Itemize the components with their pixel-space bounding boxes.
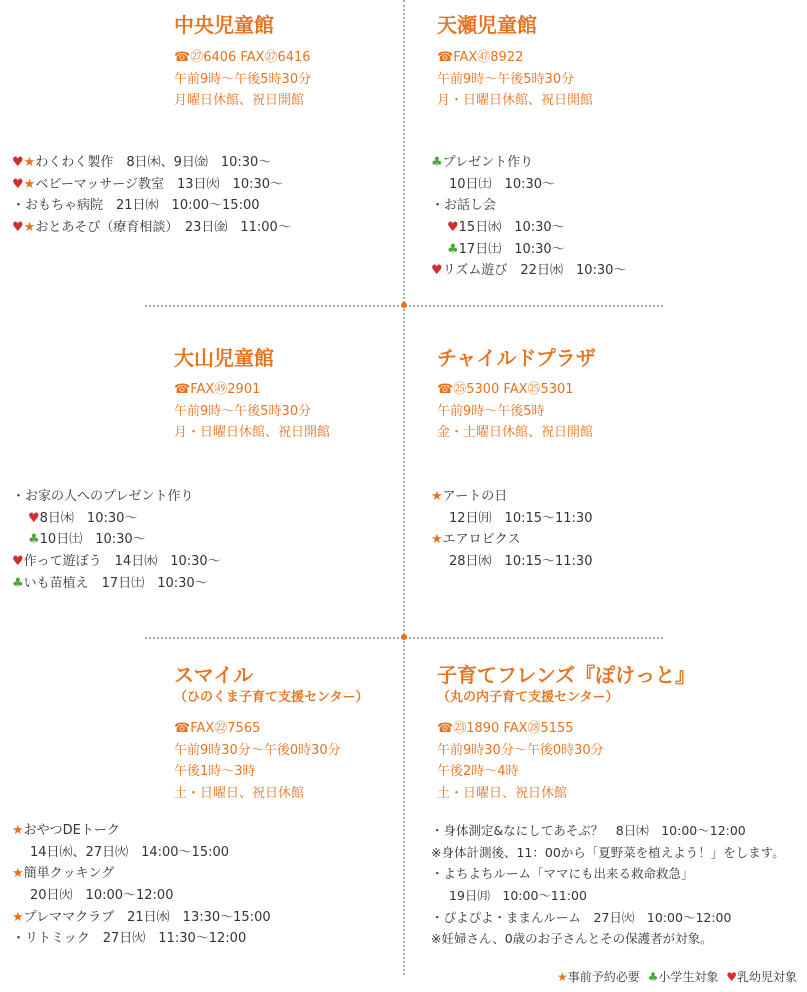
contact: ☎㉓1890 FAX㉘5155 xyxy=(437,721,574,736)
heart-icon: ♥ xyxy=(431,263,443,279)
closed-days: 月・日曜日休館、祝日開館 xyxy=(437,93,594,108)
event-item: ★プレママクラブ 21日㈬ 13:30～15:00 xyxy=(12,909,271,925)
event-item: ♥★おとあそび（療育相談） 23日㈮ 11:00～ xyxy=(12,220,291,236)
event-list xyxy=(431,486,592,573)
center-name: 天瀬児童館 xyxy=(437,13,537,37)
hours-afternoon: 午後1時～3時 xyxy=(174,764,256,779)
legend-label-reservation: 事前予約必要 xyxy=(567,970,640,984)
clover-icon: ♣ xyxy=(431,155,443,170)
event-item: ★エアロビクス xyxy=(431,532,521,548)
event-note: ※身体計測後、11：00から「夏野菜を植えよう！」をします。 xyxy=(431,844,785,860)
contact: ☎FAX㊼8922 xyxy=(437,50,524,65)
center-info xyxy=(174,379,330,444)
legend-label-infant: 乳幼児対象 xyxy=(736,970,797,984)
bullet-icon: ・ xyxy=(431,198,445,214)
center-name: チャイルドプラザ xyxy=(437,346,596,370)
center-info xyxy=(174,718,341,804)
bullet-icon: ・ xyxy=(12,489,26,504)
bullet-icon: ・ xyxy=(431,823,444,838)
closed-days: 土・日曜日、祝日休館 xyxy=(174,785,305,801)
clover-icon: ♣ xyxy=(12,575,24,591)
event-item: ♥8日㈭ 10:30～ xyxy=(28,510,138,526)
contact: ☎FAX㊾2901 xyxy=(174,382,261,397)
closed-days: 月曜日休館、祝日開館 xyxy=(174,93,305,108)
star-icon: ★ xyxy=(431,532,443,548)
event-list xyxy=(12,820,271,950)
hours: 午前9時～午後5時30分 xyxy=(174,71,312,87)
closed-days: 月・日曜日休館、祝日開館 xyxy=(174,425,331,440)
bullet-icon: ・ xyxy=(431,909,444,925)
center-name: スマイル xyxy=(174,663,254,687)
event-item: 10日㈯ 10:30～ xyxy=(449,176,556,192)
center-name: 大山児童館 xyxy=(174,346,274,370)
event-list xyxy=(12,152,291,239)
heart-icon: ♥ xyxy=(12,220,24,236)
center-subtitle: （ひのくま子育て支援センター） xyxy=(174,690,369,705)
event-item: ♥15日㈬ 10:30～ xyxy=(447,220,565,236)
event-item: ・ぴよぴよ・ままんルーム 27日㈫ 10:00～12:00 xyxy=(431,909,732,925)
event-item: ★アートの日 xyxy=(431,489,508,504)
center-info xyxy=(437,379,593,444)
event-item: 12日㈪ 10:15～11:30 xyxy=(449,510,593,526)
event-item: 14日㈬、27日㈫ 14:00～15:00 xyxy=(30,844,230,860)
clover-icon: ♣ xyxy=(28,532,40,548)
divider-dot-1 xyxy=(401,302,407,308)
star-icon: ★ xyxy=(431,489,443,504)
event-item: ♥作って遊ぼう 14日㈬ 10:30～ xyxy=(12,554,221,570)
contact: ☎㉗6406 FAX㉗6416 xyxy=(174,50,311,65)
heart-icon: ♥ xyxy=(12,176,24,192)
heart-icon: ♥ xyxy=(28,510,40,526)
vertical-divider xyxy=(403,0,405,975)
hours-afternoon: 午後2時～4時 xyxy=(437,764,519,779)
center-info xyxy=(437,718,604,804)
event-item: ★簡単クッキング xyxy=(12,866,115,882)
event-item: 20日㈫ 10:00～12:00 xyxy=(30,888,174,904)
event-list xyxy=(12,486,221,594)
heart-icon: ♥ xyxy=(726,970,737,984)
hours: 午前9時30分～午後0時30分 xyxy=(437,742,604,758)
event-item: ・よちよちルーム「ママにも出来る救命救急」 xyxy=(431,866,694,882)
star-icon: ★ xyxy=(23,220,36,236)
center-name: 子育てフレンズ『ぽけっと』 xyxy=(437,663,696,687)
center-info xyxy=(437,47,593,112)
event-item: ♥★わくわく製作 8日㈭、9日㈮ 10:30～ xyxy=(12,155,272,170)
star-icon: ★ xyxy=(12,823,24,838)
star-icon: ★ xyxy=(23,176,36,192)
event-item: ・お家の人へのプレゼント作り xyxy=(12,489,194,504)
closed-days: 金・土曜日休館、祝日開館 xyxy=(437,425,594,440)
event-item: 19日㈪ 10:00～11:00 xyxy=(449,888,587,904)
hours: 午前9時～午後5時30分 xyxy=(437,71,575,87)
event-item: ・おもちゃ病院 21日㈬ 10:00～15:00 xyxy=(12,198,260,214)
event-item: ♣いも苗植え 17日㈯ 10:30～ xyxy=(12,575,208,591)
event-list xyxy=(431,152,626,282)
event-item: 28日㈬ 10:15～11:30 xyxy=(449,554,593,570)
heart-icon: ♥ xyxy=(447,220,459,236)
hours: 午前9時30分～午後0時30分 xyxy=(174,742,341,758)
clover-icon: ♣ xyxy=(447,241,459,257)
heart-icon: ♥ xyxy=(12,155,24,170)
bullet-icon: ・ xyxy=(431,866,444,882)
heart-icon: ♥ xyxy=(12,554,24,570)
star-icon: ★ xyxy=(23,155,36,170)
hours: 午前9時～午後5時 xyxy=(437,403,545,419)
event-item: ・お話し会 xyxy=(431,198,497,214)
divider-dot-2 xyxy=(401,634,407,640)
event-item: ♣プレゼント作り xyxy=(431,155,534,170)
event-note: ※妊婦さん、0歳のお子さんとその保護者が対象。 xyxy=(431,931,713,947)
event-item: ・リトミック 27日㈫ 11:30～12:00 xyxy=(12,931,247,947)
center-name: 中央児童館 xyxy=(174,13,274,37)
legend xyxy=(553,968,797,985)
event-item: ♥★ベビーマッサージ教室 13日㈫ 10:30～ xyxy=(12,176,284,192)
closed-days: 土・日曜日、祝日休館 xyxy=(437,785,568,801)
contact: ☎FAX㉒7565 xyxy=(174,721,261,736)
event-item: ♥リズム遊び 22日㈬ 10:30～ xyxy=(431,263,627,279)
event-item: ♣10日㈯ 10:30～ xyxy=(28,532,146,548)
star-icon: ★ xyxy=(557,970,568,984)
contact: ☎㉕5300 FAX㉕5301 xyxy=(437,382,574,397)
center-subtitle: （丸の内子育て支援センター） xyxy=(437,690,619,705)
bullet-icon: ・ xyxy=(12,198,26,214)
event-item: ♣17日㈯ 10:30～ xyxy=(447,241,565,257)
event-item: ★おやつDEトーク xyxy=(12,823,120,838)
star-icon: ★ xyxy=(12,866,24,882)
clover-icon: ♣ xyxy=(647,970,659,984)
legend-label-elementary: 小学生対象 xyxy=(658,970,719,984)
hours: 午前9時～午後5時30分 xyxy=(174,403,312,419)
star-icon: ★ xyxy=(12,909,24,925)
event-item: ・身体測定&なにしてあそぶ？ 8日㈭ 10:00～12:00 xyxy=(431,823,746,838)
bullet-icon: ・ xyxy=(12,931,26,947)
center-info xyxy=(174,47,311,112)
event-list xyxy=(431,820,785,950)
